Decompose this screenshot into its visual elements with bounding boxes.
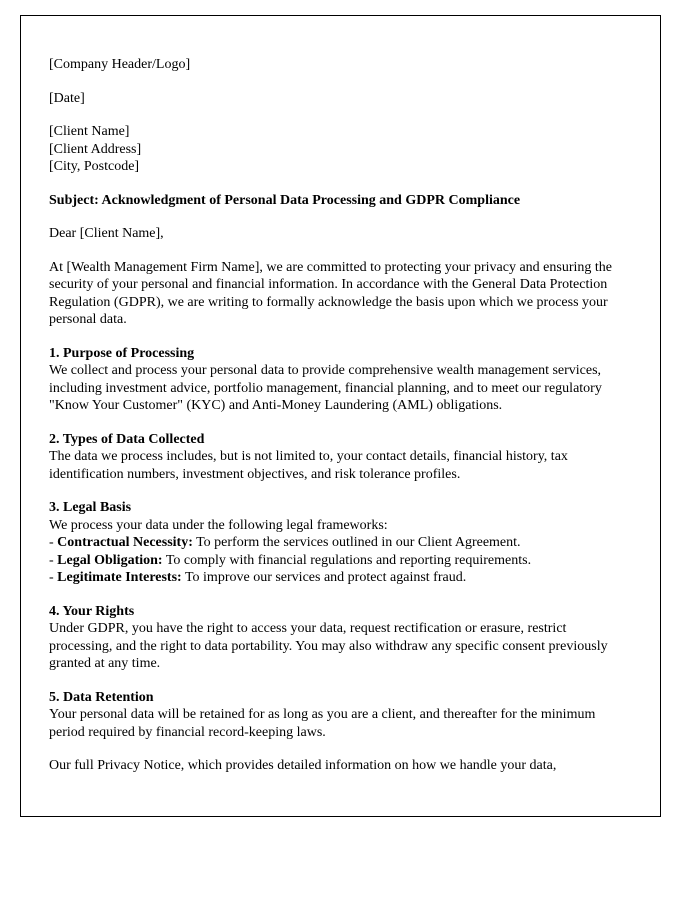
company-header-placeholder: [Company Header/Logo] — [49, 57, 191, 72]
list-dash: - — [49, 552, 58, 568]
letter-page — [20, 15, 661, 817]
list-item-text: To improve our services and protect against fraud. — [181, 570, 467, 585]
date-placeholder: [Date] — [49, 90, 85, 106]
section-your-rights — [49, 603, 632, 673]
section-body: Your personal data will be retained for as long as you are a client, and thereafter for the minimum period required by financial record-keeping laws. — [49, 707, 596, 740]
list-item-term: Legitimate Interests: — [57, 570, 182, 585]
section-purpose-of-processing — [49, 345, 632, 415]
recipient-name: [Client Name] — [49, 124, 130, 139]
recipient-address: [Client Address] — [49, 141, 142, 157]
section-heading: 3. Legal Basis — [49, 500, 132, 515]
closing-paragraph: Our full Privacy Notice, which provides detailed information on how we handle your data, — [49, 758, 557, 773]
section-heading: 4. Your Rights — [49, 603, 135, 619]
intro-paragraph: At [Wealth Management Firm Name], we are committed to protecting your privacy and ensuring the security of your personal and financial information. In accordance with the General Data Protection Regulation (GDPR), we are writing to formally acknowledge the basis upon which we process your personal data. — [49, 259, 612, 327]
section-legal-basis — [49, 499, 632, 587]
list-dash: - — [49, 535, 58, 550]
section-heading: 5. Data Retention — [49, 689, 154, 705]
list-dash: - — [49, 570, 58, 585]
section-body: The data we process includes, but is not limited to, your contact details, financial history, tax identification numbers, investment objectives, and risk tolerance profiles. — [49, 449, 568, 482]
section-types-of-data — [49, 431, 632, 484]
salutation: Dear [Client Name], — [49, 226, 164, 241]
section-body: We collect and process your personal data to provide comprehensive wealth management services, including investment advice, portfolio management, financial planning, and to meet our regulatory "Know Your Customer" (KYC) and Anti-Money Laundering (AML) obligations. — [49, 363, 602, 413]
list-item-term: Legal Obligation: — [57, 552, 163, 568]
section-data-retention — [49, 689, 632, 742]
list-item-text: To comply with financial regulations and reporting requirements. — [162, 552, 532, 568]
legal-basis-item — [49, 552, 632, 570]
section-heading: 2. Types of Data Collected — [49, 431, 205, 447]
section-body: We process your data under the following legal frameworks: — [49, 517, 388, 533]
legal-basis-item — [49, 569, 632, 587]
recipient-block — [49, 123, 632, 176]
subject-line: Subject: Acknowledgment of Personal Data Processing and GDPR Compliance — [49, 192, 521, 208]
list-item-text: To perform the services outlined in our Client Agreement. — [192, 535, 521, 550]
recipient-city-postcode: [City, Postcode] — [49, 159, 140, 174]
section-body: Under GDPR, you have the right to access your data, request rectification or erasure, restrict processing, and the right to data portability. You may also withdraw any specific consent previously granted at any time. — [49, 621, 608, 671]
list-item-term: Contractual Necessity: — [57, 535, 193, 550]
legal-basis-item — [49, 534, 632, 552]
section-heading: 1. Purpose of Processing — [49, 345, 195, 361]
